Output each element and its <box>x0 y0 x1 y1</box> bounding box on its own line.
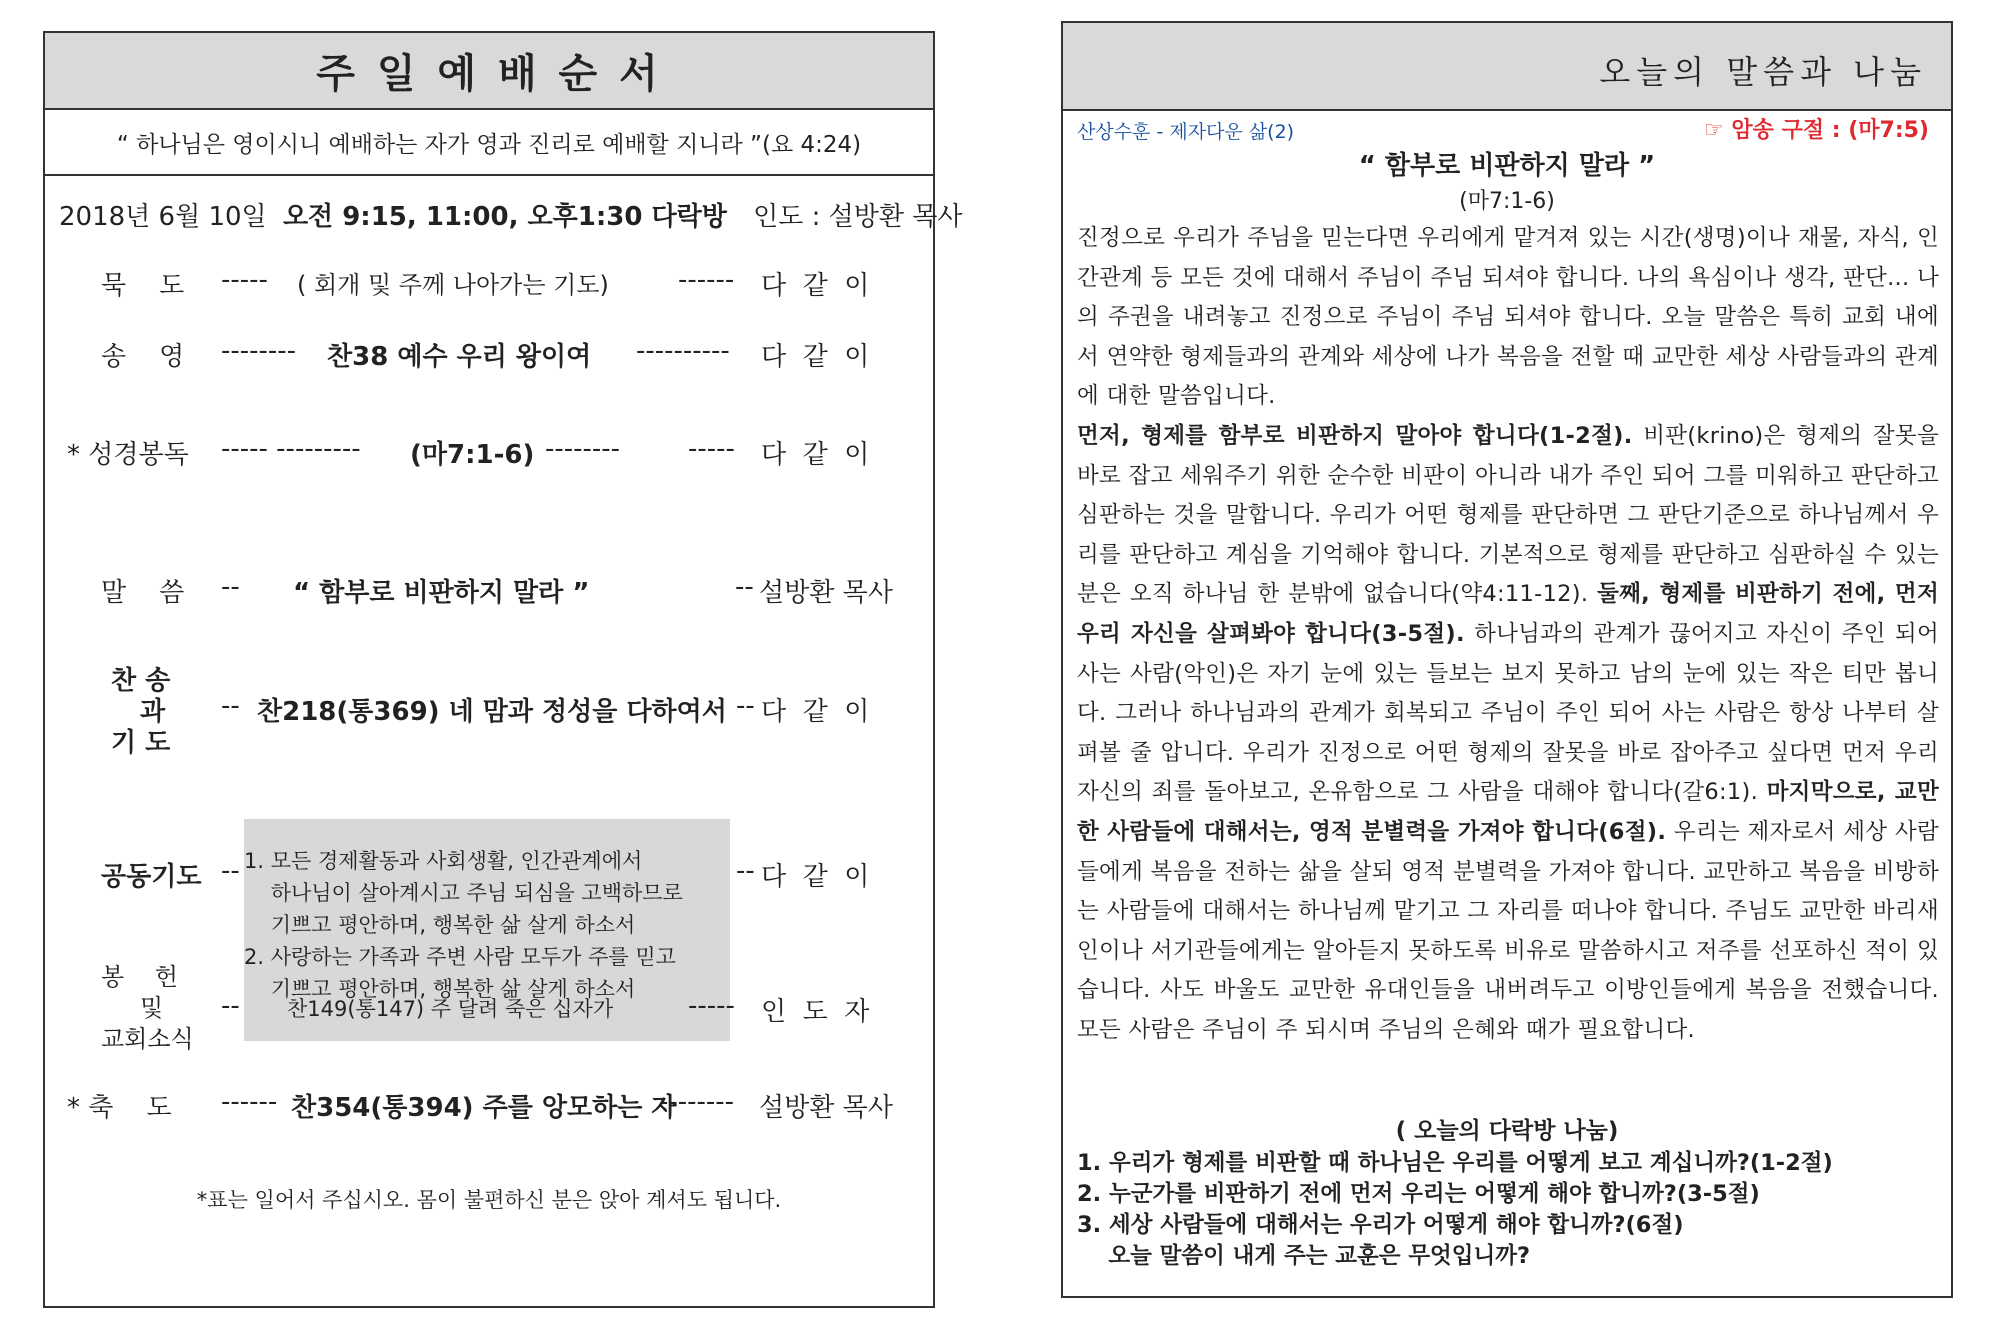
row-label-reading: * 성경봉독 <box>67 440 189 470</box>
sharing-header-title: 오늘의 말씀과 나눔 <box>1599 53 1927 91</box>
row-content-blessing: 찬354(통394) 주를 앙모하는 자 <box>291 1093 677 1123</box>
point-3-heading: 마지막으로, 교만한 사람들에 대해서는, 영적 분별력을 가져야 합니다(6절). <box>1077 779 1939 845</box>
worship-order-title: 주 일 예 배 순 서 <box>45 33 933 110</box>
row-by-blessing: 설방환 목사 <box>759 1093 893 1123</box>
prayer-line: 기쁘고 평안하며, 행복한 삶 살게 하소서 <box>244 977 636 1001</box>
point-1-text: 비판(krino)은 형제의 잘못을 바로 잡고 세워주기 위한 순수한 비판이 아니라 내가 주인 되어 그를 미워하고 판단하고 심판하는 것을 말합니다. 우리가 어떤 형제를 판단하면 그 판단기준으로 하나님께서 우리를 판단하고 계심을 기억해야 합니다. 기본적으로 형제를 판단하고 심판하실 수 있는 분은 오직 하나님 한 분밖에 없습니다(약4:11-12). <box>1077 422 1939 608</box>
point-2-text: 하나님과의 관계가 끊어지고 자신이 주인 되어 사는 사람(악인)은 자기 눈에 있는 들보는 보지 못하고 남의 눈에 있는 작은 티만 봅니다. 그러나 하나님과의 관계가 회복되고 주님이 주인 되어 사는 사람은 항상 나부터 살펴볼 줄 압니다. 우리가 진정으로 어떤 형제의 잘못을 바로 잡아주고 싶다면 먼저 우리 자신의 죄를 돌아보고, 온유함으로 그 사람을 대해야 합니다(갈6:1). <box>1077 620 1939 806</box>
sermon-title: “ 함부로 비판하지 말라 ” <box>1358 151 1656 181</box>
prayer-line: 하나님이 살아계시고 주님 되심을 고백하므로 <box>244 881 683 905</box>
row-by-songyeong: 다 같 이 <box>761 342 870 372</box>
row-by-common-prayer: 다 같 이 <box>761 862 870 892</box>
question-item: 2. 누군가를 비판하기 전에 먼저 우리는 어떻게 해야 합니까?(3-5절) <box>1077 1181 1760 1207</box>
prayer-line: 1. 모든 경제활동과 사회생활, 인간관계에서 <box>244 849 643 873</box>
sermon-text <box>1077 219 1939 1050</box>
row-by-reading: 다 같 이 <box>761 440 870 470</box>
point-3-text: 우리는 제자로서 세상 사람들에게 복음을 전하는 삶을 살되 영적 분별력을 가져야 합니다. 교만하고 복음을 비방하는 사람들에 대해서는 하나님께 맡기고 그 자리를 떠나야 합니다. 주님도 교만한 바리새인이나 서기관들에게는 알아듣지 못하도록 비유로 말씀하시고 저주를 선포하신 적이 있습니다. 사도 바울도 교만한 유대인들을 내버려두고 이방인들에게 복음을 전했습니다. 모든 사람은 주님이 주 되시며 주님의 은혜와 때가 필요합니다. <box>1077 818 1939 1043</box>
service-date: 2018년 6월 10일 <box>59 202 267 232</box>
prayer-line: 기쁘고 평안하며, 행복한 삶 살게 하소서 <box>244 913 636 937</box>
row-label-offering-1: 봉 헌 <box>101 963 178 991</box>
row-dash: ------ <box>678 265 735 295</box>
row-label-blessing: * 축 도 <box>67 1093 172 1123</box>
point-2-heading: 둘째, 형제를 비판하기 전에, 먼저 우리 자신을 살펴봐야 합니다(3-5절). <box>1077 581 1939 647</box>
worship-order-panel <box>43 31 963 1308</box>
sharing-questions <box>1077 1148 1833 1272</box>
question-item: 1. 우리가 형제를 비판할 때 하나님은 우리를 어떻게 보고 계십니까?(1-2절) <box>1077 1150 1833 1176</box>
sharing-questions-title: ( 오늘의 다락방 나눔) <box>1395 1118 1619 1144</box>
row-content-reading: (마7:1-6) <box>410 440 535 470</box>
row-by-hymn: 다 같 이 <box>761 697 870 727</box>
row-dash: -- <box>221 691 240 721</box>
row-label-hymn-3: 기 도 <box>111 728 171 758</box>
row-label-songyeong: 송 영 <box>101 342 185 372</box>
row-label-mukdo: 묵 도 <box>101 271 185 301</box>
row-label-offering-2: 및 <box>140 994 164 1022</box>
sharing-header <box>1063 23 1951 111</box>
sharing-body <box>1063 111 1951 1296</box>
row-by-mukdo: 다 같 이 <box>761 271 870 301</box>
question-item: 오늘 말씀이 내게 주는 교훈은 무엇입니까? <box>1077 1243 1531 1269</box>
row-dash: -------- <box>221 336 297 366</box>
row-label-hymn-2: 과 <box>140 697 166 727</box>
row-label-hymn-1: 찬 송 <box>111 666 171 696</box>
row-label-offering-3: 교회소식 <box>101 1025 194 1053</box>
row-dash: -------- <box>545 434 621 464</box>
row-dash: -- <box>736 691 755 721</box>
memory-verse: ☞ 암송 구절 : (마7:5) <box>1704 118 1929 143</box>
row-dash: -------- <box>659 1087 735 1117</box>
row-dash: -- <box>221 572 240 602</box>
row-dash: ----- --------- <box>221 434 361 464</box>
point-1-heading: 먼저, 형제를 함부로 비판하지 말아야 합니다(1-2절). <box>1077 422 1633 449</box>
service-times: 오전 9:15, 11:00, 오후1:30 다락방 <box>282 202 727 232</box>
row-by-sermon: 설방환 목사 <box>759 578 893 608</box>
sermon-reference: (마7:1-6) <box>1459 189 1555 214</box>
row-dash: -- <box>736 856 755 886</box>
row-dash: ----- <box>688 991 735 1021</box>
series-title: 산상수훈 - 제자다운 삶(2) <box>1077 121 1295 143</box>
sermon-sharing-panel <box>1061 21 1953 1298</box>
row-content-sermon: “ 함부로 비판하지 말라 ” <box>293 578 590 608</box>
row-dash: -- <box>221 856 240 886</box>
row-label-common-prayer: 공동기도 <box>101 862 202 892</box>
row-dash: -- <box>735 572 754 602</box>
row-content-offering: 찬149(통147) 주 달려 죽은 십자가 <box>287 997 614 1021</box>
worship-order-body <box>45 176 963 1306</box>
row-content-hymn: 찬218(통369) 네 맘과 정성을 다하여서 <box>257 697 727 727</box>
prayer-line: 2. 사랑하는 가족과 주변 사람 모두가 주를 믿고 <box>244 945 676 969</box>
row-content-songyeong: 찬38 예수 우리 왕이여 <box>327 342 592 372</box>
question-item: 3. 세상 사람들에 대해서는 우리가 어떻게 해야 합니까?(6절) <box>1077 1212 1684 1238</box>
sermon-paragraph-1: 진정으로 우리가 주님을 믿는다면 우리에게 맡겨져 있는 시간(생명)이나 재물, 자식, 인간관계 등 모든 것에 대해서 주님이 주님 되셔야 합니다. 나의 욕심이나 생각, 판단... 나의 주권을 내려놓고 진정으로 주님이 주님 되셔야 합니다. 오늘 말씀은 특히 교회 내에서 연약한 형제들과의 관계와 세상에 나가 복음을 전할 때 교만한 세상 사람들과의 관계에 대한 말씀입니다. <box>1077 225 1939 410</box>
row-dash: -- <box>221 991 240 1021</box>
theme-verse: “ 하나님은 영이시니 예배하는 자가 영과 진리로 예배할 지니라 ”(요 4:24) <box>45 110 933 176</box>
row-dash: ----- <box>688 434 735 464</box>
service-date-line <box>59 196 962 233</box>
row-dash: ----- <box>221 265 268 295</box>
footnote: *표는 일어서 주십시오. 몸이 불편하신 분은 앉아 계셔도 됩니다. <box>196 1188 782 1212</box>
row-by-offering: 인 도 자 <box>761 997 870 1027</box>
service-leader: 인도 : 설방환 목사 <box>753 202 963 232</box>
row-dash: ---------- <box>636 336 730 366</box>
row-label-sermon: 말 씀 <box>101 578 185 608</box>
row-dash: ------ <box>221 1087 278 1117</box>
row-content-mukdo: ( 회개 및 주께 나아가는 기도) <box>297 271 609 299</box>
